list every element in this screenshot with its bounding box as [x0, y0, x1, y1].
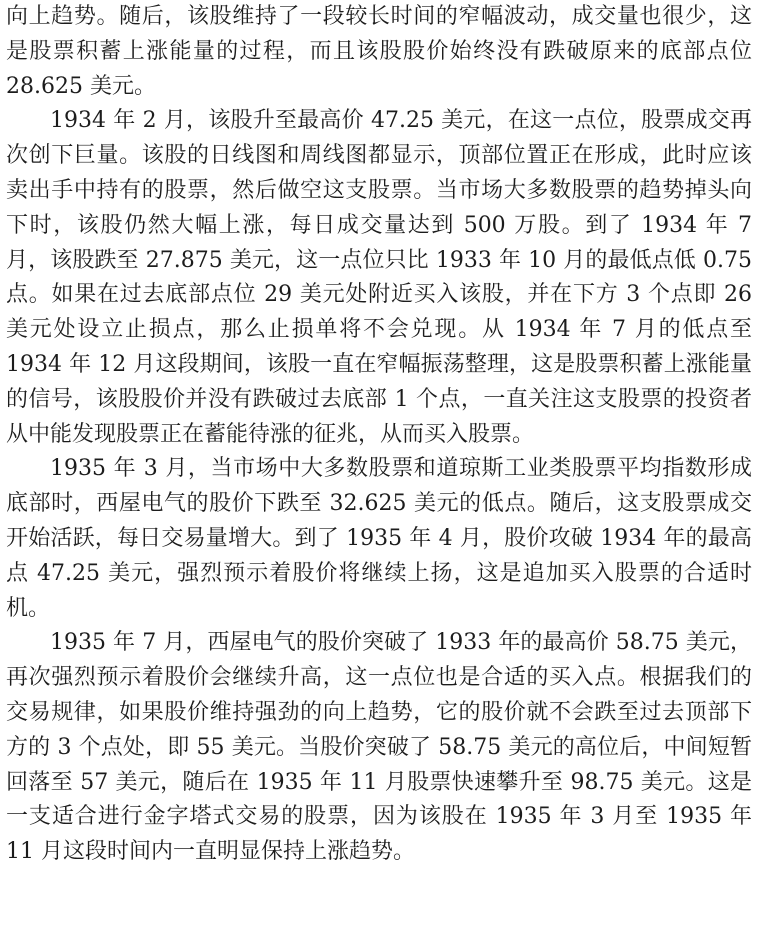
- paragraph-4: 1935 年 7 月，西屋电气的股价突破了 1933 年的最高价 58.75 美元，再次强烈预示着股价会继续升高，这一点位也是合适的买入点。根据我们的交易规律，如果股价维持强劲的向上趋势，它的股价就不会跌至过去顶部下方的 3 个点处，即 55 美元。当股价突破了 58.75 美元的高位后，中间短暂回落至 57 美元，随后在 1935 年 11 月股票快速攀升至 98.75 美元。这是一支适合进行金字塔式交易的股票，因为该股在 1935 年 3 月至 1935 年 11 月这段时间内一直明显保持上涨趋势。: [6, 630, 752, 865]
- body-text: [6, 0, 752, 870]
- paragraph-1: 向上趋势。随后，该股维持了一段较长时间的窄幅波动，成交量也很少，这是股票积蓄上涨能量的过程，而且该股股价始终没有跌破原来的底部点位 28.625 美元。: [6, 4, 752, 99]
- paragraph-2: 1934 年 2 月，该股升至最高价 47.25 美元，在这一点位，股票成交再次创下巨量。该股的日线图和周线图都显示，顶部位置正在形成，此时应该卖出手中持有的股票，然后做空这支股票。当市场大多数股票的趋势掉头向下时，该股仍然大幅上涨，每日成交量达到 500 万股。到了 1934 年 7 月，该股跌至 27.875 美元，这一点位只比 1933 年 10 月的最低点低 0.75 点。如果在过去底部点位 29 美元处附近买入该股，并在下方 3 个点即 26 美元处设立止损点，那么止损单将不会兑现。从 1934 年 7 月的低点至 1934 年 12 月这段期间，该股一直在窄幅振荡整理，这是股票积蓄上涨能量的信号，该股股价并没有跌破过去底部 1 个点，一直关注这支股票的投资者从中能发现股票正在蓄能待涨的征兆，从而买入股票。: [6, 108, 752, 447]
- paragraph-3: 1935 年 3 月，当市场中大多数股票和道琼斯工业类股票平均指数形成底部时，西屋电气的股价下跌至 32.625 美元的低点。随后，这支股票成交开始活跃，每日交易量增大。到了 1935 年 4 月，股价攻破 1934 年的最高点 47.25 美元，强烈预示着股价将继续上扬，这是追加买入股票的合适时机。: [6, 456, 752, 621]
